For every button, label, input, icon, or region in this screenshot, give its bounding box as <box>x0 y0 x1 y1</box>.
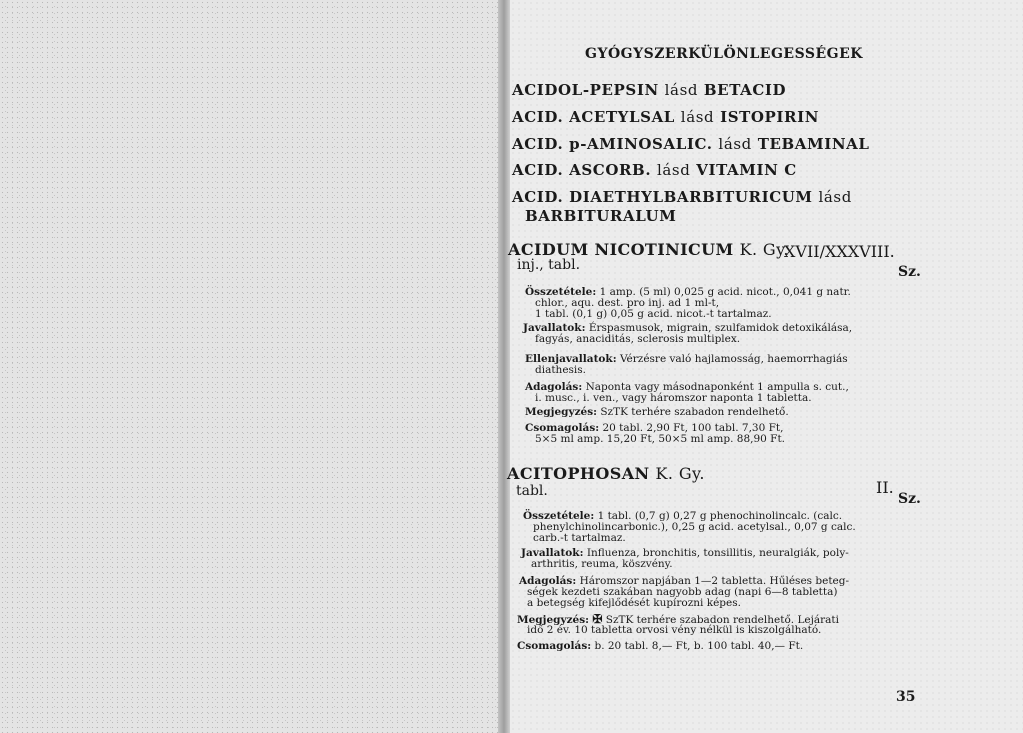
section-label: Összetétele: <box>525 286 597 298</box>
section-line: SzTK terhére szabadon rendelhető. <box>600 406 789 418</box>
section-line: 1 tabl. (0,7 g) 0,27 g phenochinolincalc. (calc. <box>597 510 843 522</box>
ref-name: ACID. p-AMINOSALIC. <box>512 135 713 153</box>
entry-sz-label: Sz. <box>898 264 921 280</box>
section-line: arthritis, reuma, köszvény. <box>531 558 673 570</box>
section-line: b. 20 tabl. 8,— Ft, b. 100 tabl. 40,— Ft. <box>594 640 804 652</box>
section-label: Javallatok: <box>523 322 586 334</box>
ref-target: VITAMIN C <box>696 161 797 179</box>
entry-class: II. <box>876 478 894 497</box>
ref-see: lásd <box>718 135 752 153</box>
book-gutter <box>498 0 510 733</box>
section-label: Csomagolás: <box>525 422 600 434</box>
ref-see: lásd <box>656 161 691 179</box>
ref-name: ACID. ASCORB. <box>512 161 652 179</box>
section-line: 20 tabl. 2,90 Ft, 100 tabl. 7,30 Ft, <box>602 422 784 434</box>
reference-acid-acetylsal <box>512 108 819 126</box>
page-heading: GYÓGYSZERKÜLÖNLEGESSÉGEK <box>585 46 863 62</box>
section-label: Javallatok: <box>521 547 584 559</box>
cross-mark-icon: ✠ <box>592 612 603 626</box>
section-line: 1 tabl. (0,1 g) 0,05 g acid. nicot.-t tartalmaz. <box>535 308 772 320</box>
section-line: chlor., aqu. dest. pro inj. ad 1 ml-t, <box>535 297 720 309</box>
ref-name: ACIDOL-PEPSIN <box>512 81 659 99</box>
section-csomagolas <box>517 641 803 652</box>
entry-form: inj., tabl. <box>517 257 581 273</box>
section-line: Influenza, bronchitis, tonsillitis, neuralgiák, poly- <box>586 547 849 559</box>
section-label: Adagolás: <box>519 575 577 587</box>
reference-acid-ascorb <box>512 161 797 179</box>
ref-name: ACID. ACETYLSAL <box>512 108 675 126</box>
section-line: 1 amp. (5 ml) 0,025 g acid. nicot., 0,041 g natr. <box>599 286 851 298</box>
section-line: Érspasmusok, migrain, szulfamidok detoxikálása, <box>588 322 853 334</box>
ref-see: lásd <box>818 188 852 206</box>
entry-mark: K. Gy. <box>739 240 789 259</box>
ref-target: ISTOPIRIN <box>720 108 820 126</box>
reference-acid-aminosalic <box>512 135 870 153</box>
ref-see: lásd <box>664 81 699 99</box>
section-label: Összetétele: <box>523 510 595 522</box>
section-line: 5×5 ml amp. 15,20 Ft, 50×5 ml amp. 88,90 Ft. <box>535 433 786 445</box>
entry-class: XVII/XXXVIII. <box>784 242 895 261</box>
reference-acid-diaethylbarbituricum <box>512 188 852 206</box>
section-line: carb.-t tartalmaz. <box>533 532 626 544</box>
ref-target: TEBAMINAL <box>757 135 870 153</box>
section-line: a betegség kifejlődését kupírozni képes. <box>527 597 741 609</box>
blank-left-page <box>0 0 500 733</box>
section-line: SzTK terhére szabadon rendelhető. Lejárati <box>605 614 840 626</box>
entry-sz-label: Sz. <box>898 491 921 507</box>
section-label: Csomagolás: <box>517 640 592 652</box>
entry-title-acitophosan <box>507 464 705 483</box>
section-line: phenylchinolincarbonic.), 0,25 g acid. acetylsal., 0,07 g calc. <box>533 521 856 533</box>
section-label: Ellenjavallatok: <box>525 353 617 365</box>
ref-name: ACID. DIAETHYLBARBITURICUM <box>512 188 813 206</box>
section-line: idő 2 év. 10 tabletta orvosi vény nélkül is kiszolgálható. <box>527 624 822 636</box>
ref-see: lásd <box>680 108 715 126</box>
section-label: Adagolás: <box>525 381 583 393</box>
reference-acidol-pepsin <box>512 81 786 99</box>
section-line: fagyás, anaciditás, sclerosis multiplex. <box>535 333 741 345</box>
entry-form: tabl. <box>516 483 548 499</box>
section-line: i. musc., i. ven., vagy háromszor naponta 1 tabletta. <box>535 392 812 404</box>
entry-name: ACITOPHOSAN <box>507 464 650 483</box>
section-line: diathesis. <box>535 364 587 376</box>
section-label: Megjegyzés: <box>517 614 589 626</box>
entry-mark: K. Gy. <box>655 464 705 483</box>
reference-target-barbituralum: BARBITURALUM <box>525 207 677 225</box>
section-line: Vérzésre való hajlamosság, haemorrhagiás <box>619 353 848 365</box>
section-line: Naponta vagy másodnaponként 1 ampulla s. cut., <box>585 381 849 393</box>
ref-target: BETACID <box>703 81 787 99</box>
entry-name: ACIDUM NICOTINICUM <box>508 240 734 259</box>
page-number: 35 <box>896 689 916 705</box>
section-line: Háromszor napjában 1—2 tabletta. Hűléses beteg- <box>579 575 850 587</box>
section-megjegyzes <box>525 407 789 418</box>
section-label: Megjegyzés: <box>525 406 597 418</box>
section-line: ségek kezdeti szakában nagyobb adag (napi 6—8 tabletta) <box>527 586 838 598</box>
